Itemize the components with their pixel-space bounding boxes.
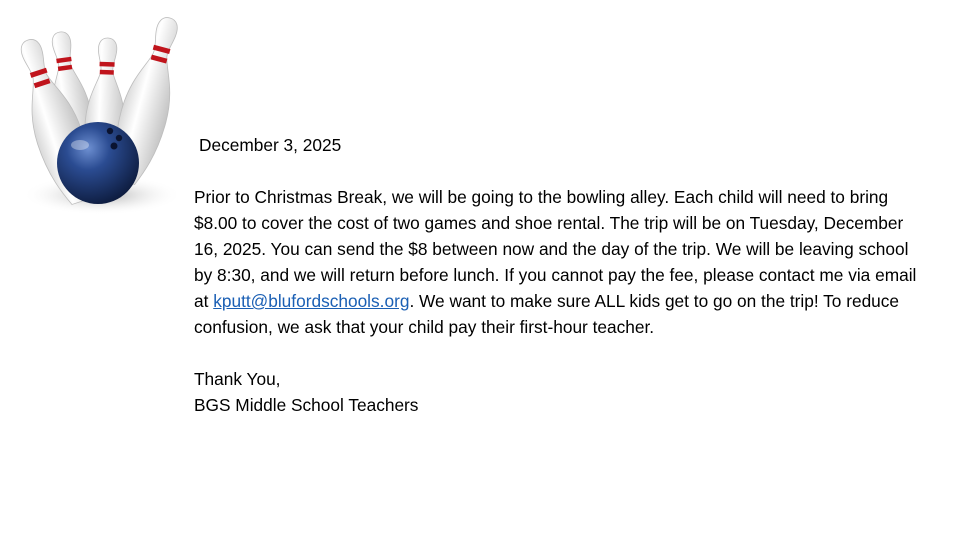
letter-body: [194, 132, 924, 418]
paragraph-text-before-email: Prior to Christmas Break, we will be going to the bowling alley. Each child will need to bring $8.00 to cover the cost of two games and shoe rental. The trip will be on Tuesday, December 16, 2025. You can send the $8 between now and the day of the trip. We will be leaving school by 8:30, and we will return before lunch. If you cannot pay the fee, please contact me via email at: [194, 187, 917, 311]
bowling-pins-and-ball-icon: [10, 10, 190, 220]
email-link[interactable]: kputt@blufordschools.org: [213, 291, 410, 311]
letter-signature: BGS Middle School Teachers: [194, 395, 419, 415]
spacer: [194, 340, 924, 366]
letter-paragraph: [194, 184, 924, 340]
letter-date: December 3, 2025: [199, 135, 342, 155]
paragraph-text-after-email: . We want to make sure ALL kids get to go on the trip! To reduce confusion, we ask that your child pay their first-hour teacher.: [194, 291, 900, 337]
bowling-ball: [57, 122, 139, 204]
spacer: [194, 158, 924, 184]
letter-closing: Thank You,: [194, 369, 281, 389]
